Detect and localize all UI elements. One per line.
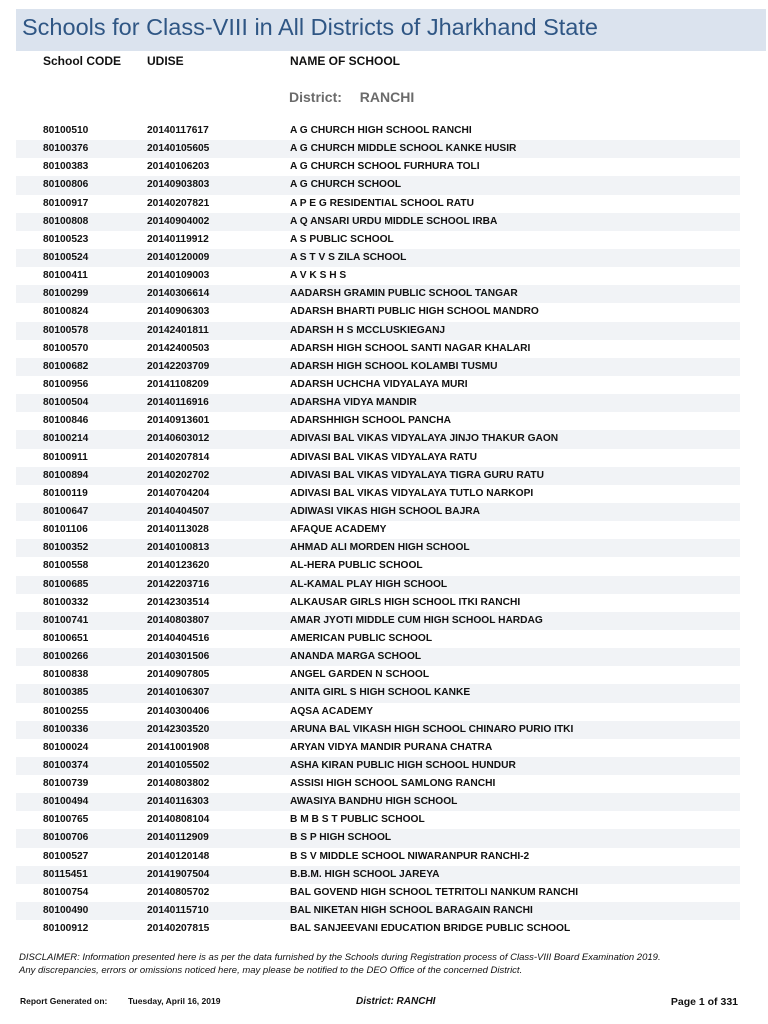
school-name-cell: A G CHURCH SCHOOL FURHURA TOLI — [290, 161, 480, 173]
school-code-cell: 80100824 — [43, 306, 89, 318]
school-name-cell: AHMAD ALI MORDEN HIGH SCHOOL — [290, 542, 470, 554]
school-code-cell: 80100647 — [43, 505, 89, 517]
school-name-cell: AMERICAN PUBLIC SCHOOL — [290, 632, 433, 644]
school-code-cell: 80100352 — [43, 542, 89, 554]
school-name-cell: A S T V S ZILA SCHOOL — [290, 251, 407, 263]
udise-cell: 20140306614 — [147, 288, 210, 300]
school-code-cell: 80100336 — [43, 723, 89, 735]
school-name-cell: ALKAUSAR GIRLS HIGH SCHOOL ITKI RANCHI — [290, 596, 521, 608]
table-row — [16, 775, 740, 793]
table-row — [16, 176, 740, 194]
udise-cell: 20140803807 — [147, 614, 210, 626]
udise-cell: 20140803802 — [147, 778, 210, 790]
table-row — [16, 902, 740, 920]
school-name-cell: ADIVASI BAL VIKAS VIDYALAYA JINJO THAKUR GAON — [290, 433, 559, 445]
udise-cell: 20142303520 — [147, 723, 210, 735]
district-value: RANCHI — [359, 89, 415, 105]
disclaimer-line-2: Any discrepancies, errors or omissions noticed here, may please be notified to the DEO Office of the concerned District. — [19, 965, 523, 976]
school-code-cell: 80100570 — [43, 342, 89, 354]
udise-cell: 20140904002 — [147, 215, 210, 227]
udise-cell: 20142401811 — [147, 324, 209, 336]
table-row — [16, 158, 740, 176]
udise-cell: 20140105502 — [147, 759, 210, 771]
school-name-cell: B.B.M. HIGH SCHOOL JAREYA — [290, 868, 440, 880]
udise-cell: 20140207821 — [147, 197, 210, 209]
table-row — [16, 684, 740, 702]
school-code-cell: 80100494 — [43, 796, 89, 808]
udise-cell: 20142203709 — [147, 360, 210, 372]
footer-district: District: RANCHI — [356, 996, 436, 1007]
udise-cell: 20140404516 — [147, 632, 210, 644]
school-name-cell: ANITA GIRL S HIGH SCHOOL KANKE — [290, 687, 471, 699]
school-code-cell: 80100651 — [43, 632, 89, 644]
udise-cell: 20140301506 — [147, 651, 210, 663]
school-code-cell: 80100490 — [43, 905, 89, 917]
udise-cell: 20140115710 — [147, 905, 209, 917]
school-name-cell: ADARSHA VIDYA MANDIR — [290, 397, 417, 409]
school-name-cell: AFAQUE ACADEMY — [290, 524, 387, 536]
school-name-cell: A G CHURCH HIGH SCHOOL RANCHI — [290, 125, 472, 136]
school-code-cell: 80100411 — [43, 270, 88, 282]
table-row — [16, 612, 740, 630]
table-row — [16, 376, 740, 394]
school-code-cell: 80100266 — [43, 651, 89, 663]
school-code-cell: 80115451 — [43, 868, 88, 880]
udise-cell: 20140120009 — [147, 251, 210, 263]
udise-cell: 20140116303 — [147, 796, 209, 808]
school-name-cell: BAL SANJEEVANI EDUCATION BRIDGE PUBLIC SCHOOL — [290, 923, 571, 935]
udise-cell: 20140100813 — [147, 542, 210, 554]
school-code-cell: 80100808 — [43, 215, 89, 227]
school-code-cell: 80100911 — [43, 451, 88, 463]
udise-cell: 20140105605 — [147, 143, 210, 155]
table-row — [16, 594, 740, 612]
table-row — [16, 467, 740, 485]
report-generated-label: Report Generated on: — [20, 996, 108, 1006]
table-row — [16, 666, 740, 684]
udise-cell: 20140808104 — [147, 814, 210, 826]
udise-cell: 20142303514 — [147, 596, 210, 608]
school-name-cell: BAL NIKETAN HIGH SCHOOL BARAGAIN RANCHI — [290, 905, 533, 917]
table-row — [16, 866, 740, 884]
table-row — [16, 793, 740, 811]
table-row — [16, 848, 740, 866]
table-row — [16, 557, 740, 575]
school-name-cell: AADARSH GRAMIN PUBLIC SCHOOL TANGAR — [290, 288, 518, 300]
school-code-cell: 80100578 — [43, 324, 89, 336]
header-udise: UDISE — [147, 54, 184, 68]
school-code-cell: 80100894 — [43, 469, 89, 481]
table-row — [16, 576, 740, 594]
table-row — [16, 721, 740, 739]
page-number: Page 1 of 331 — [670, 996, 738, 1008]
udise-cell: 20140113028 — [147, 524, 209, 536]
disclaimer-line-1: DISCLAIMER: Information presented here is as per the data furnished by the Schools during Registration process of Class-VIII Board Examination 2019. — [19, 952, 661, 963]
school-name-cell: B S V MIDDLE SCHOOL NIWARANPUR RANCHI-2 — [290, 850, 530, 862]
school-code-cell: 80100374 — [43, 759, 89, 771]
school-code-cell: 80100741 — [43, 614, 89, 626]
column-headers — [0, 54, 768, 70]
school-name-cell: ANANDA MARGA SCHOOL — [290, 651, 422, 663]
school-name-cell: ADARSH BHARTI PUBLIC HIGH SCHOOL MANDRO — [290, 306, 539, 318]
table-row — [16, 503, 740, 521]
school-name-cell: A V K S H S — [290, 270, 347, 282]
udise-cell: 20140805702 — [147, 886, 210, 898]
school-name-cell: ADARSH HIGH SCHOOL SANTI NAGAR KHALARI — [290, 342, 531, 354]
udise-cell: 20140123620 — [147, 560, 210, 572]
school-name-cell: ANGEL GARDEN N SCHOOL — [290, 669, 430, 681]
udise-cell: 20140404507 — [147, 505, 210, 517]
udise-cell: 20140119912 — [147, 233, 209, 245]
table-row — [16, 630, 740, 648]
school-code-cell: 80100504 — [43, 397, 89, 409]
school-name-cell: A G CHURCH SCHOOL — [290, 179, 402, 191]
school-name-cell: AL-HERA PUBLIC SCHOOL — [290, 560, 423, 572]
udise-cell: 20141907504 — [147, 868, 210, 880]
udise-cell: 20140120148 — [147, 850, 210, 862]
report-generated-date: Tuesday, April 16, 2019 — [128, 996, 221, 1006]
school-code-cell: 80100806 — [43, 179, 89, 191]
school-code-cell: 80100332 — [43, 596, 89, 608]
table-row — [16, 430, 740, 448]
school-name-cell: B S P HIGH SCHOOL — [290, 832, 392, 844]
school-name-cell: ARYAN VIDYA MANDIR PURANA CHATRA — [290, 741, 493, 753]
school-name-cell: ADIVASI BAL VIKAS VIDYALAYA RATU — [290, 451, 477, 463]
school-code-cell: 80100385 — [43, 687, 89, 699]
school-name-cell: AWASIYA BANDHU HIGH SCHOOL — [290, 796, 458, 808]
school-name-cell: ADARSH H S MCCLUSKIEGANJ — [290, 324, 446, 336]
school-code-cell: 80101106 — [43, 524, 88, 536]
udise-cell: 20141108209 — [147, 378, 209, 390]
school-name-cell: ASSISI HIGH SCHOOL SAMLONG RANCHI — [290, 778, 496, 790]
table-row — [16, 303, 740, 321]
school-name-cell: ADARSH UCHCHA VIDYALAYA MURI — [290, 378, 468, 390]
udise-cell: 20140117617 — [147, 125, 209, 136]
school-code-cell: 80100912 — [43, 923, 89, 935]
header-school-code: School CODE — [43, 54, 122, 68]
udise-cell: 20140704204 — [147, 487, 210, 499]
school-name-cell: B M B S T PUBLIC SCHOOL — [290, 814, 425, 826]
school-name-cell: A S PUBLIC SCHOOL — [290, 233, 394, 245]
udise-cell: 20142203716 — [147, 578, 210, 590]
school-name-cell: ADIVASI BAL VIKAS VIDYALAYA TUTLO NARKOPI — [290, 487, 534, 499]
school-name-cell: AL-KAMAL PLAY HIGH SCHOOL — [290, 578, 448, 590]
udise-cell: 20140903803 — [147, 179, 210, 191]
school-name-cell: AMAR JYOTI MIDDLE CUM HIGH SCHOOL HARDAG — [290, 614, 543, 626]
table-row — [16, 285, 740, 303]
school-code-cell: 80100846 — [43, 415, 89, 427]
udise-cell: 20140207814 — [147, 451, 210, 463]
school-code-cell: 80100510 — [43, 125, 89, 136]
school-code-cell: 80100754 — [43, 886, 89, 898]
table-row — [16, 521, 740, 539]
district-heading — [289, 89, 414, 105]
school-code-cell: 80100527 — [43, 850, 89, 862]
udise-cell: 20140116916 — [147, 397, 209, 409]
udise-cell: 20142400503 — [147, 342, 210, 354]
school-code-cell: 80100956 — [43, 378, 89, 390]
school-code-cell: 80100119 — [43, 487, 88, 499]
school-code-cell: 80100558 — [43, 560, 89, 572]
udise-cell: 20140106307 — [147, 687, 210, 699]
school-code-cell: 80100383 — [43, 161, 89, 173]
school-name-cell: ARUNA BAL VIKASH HIGH SCHOOL CHINARO PURIO ITKI — [290, 723, 574, 735]
table-row — [16, 412, 740, 430]
table-row — [16, 140, 740, 158]
udise-cell: 20140300406 — [147, 705, 210, 717]
district-label: District: — [289, 89, 342, 105]
table-row — [16, 213, 740, 231]
table-row — [16, 122, 740, 140]
title-bar — [16, 9, 766, 51]
udise-cell: 20140907805 — [147, 669, 210, 681]
school-code-cell: 80100917 — [43, 197, 89, 209]
table-row — [16, 394, 740, 412]
school-name-cell: ADIWASI VIKAS HIGH SCHOOL BAJRA — [290, 505, 480, 517]
table-row — [16, 322, 740, 340]
school-table — [16, 122, 740, 938]
disclaimer — [19, 951, 759, 977]
table-row — [16, 648, 740, 666]
udise-cell: 20140603012 — [147, 433, 210, 445]
school-code-cell: 80100685 — [43, 578, 89, 590]
table-row — [16, 703, 740, 721]
table-row — [16, 739, 740, 757]
school-code-cell: 80100299 — [43, 288, 89, 300]
udise-cell: 20140207815 — [147, 923, 210, 935]
page-title: Schools for Class-VIII in All Districts of Jharkhand State — [22, 14, 598, 40]
udise-cell: 20141001908 — [147, 741, 210, 753]
table-row — [16, 358, 740, 376]
udise-cell: 20140202702 — [147, 469, 210, 481]
school-code-cell: 80100682 — [43, 360, 89, 372]
table-row — [16, 249, 740, 267]
udise-cell: 20140913601 — [147, 415, 210, 427]
table-row — [16, 829, 740, 847]
school-name-cell: AQSA ACADEMY — [290, 705, 374, 717]
table-row — [16, 884, 740, 902]
udise-cell: 20140112909 — [147, 832, 209, 844]
school-code-cell: 80100376 — [43, 143, 89, 155]
table-row — [16, 231, 740, 249]
school-code-cell: 80100765 — [43, 814, 89, 826]
table-row — [16, 920, 740, 938]
school-code-cell: 80100255 — [43, 705, 89, 717]
school-code-cell: 80100706 — [43, 832, 89, 844]
page-footer — [0, 996, 768, 1012]
school-code-cell: 80100523 — [43, 233, 89, 245]
table-row — [16, 340, 740, 358]
school-code-cell: 80100838 — [43, 669, 89, 681]
table-row — [16, 267, 740, 285]
school-name-cell: A P E G RESIDENTIAL SCHOOL RATU — [290, 197, 474, 209]
school-name-cell: ADARSH HIGH SCHOOL KOLAMBI TUSMU — [290, 360, 498, 372]
school-name-cell: ADIVASI BAL VIKAS VIDYALAYA TIGRA GURU RATU — [290, 469, 544, 481]
udise-cell: 20140106203 — [147, 161, 210, 173]
table-row — [16, 539, 740, 557]
udise-cell: 20140906303 — [147, 306, 210, 318]
table-row — [16, 811, 740, 829]
school-name-cell: A G CHURCH MIDDLE SCHOOL KANKE HUSIR — [290, 143, 517, 155]
table-row — [16, 195, 740, 213]
school-name-cell: A Q ANSARI URDU MIDDLE SCHOOL IRBA — [290, 215, 498, 227]
school-code-cell: 80100739 — [43, 778, 89, 790]
table-row — [16, 449, 740, 467]
school-name-cell: ADARSHHIGH SCHOOL PANCHA — [290, 415, 451, 427]
school-code-cell: 80100524 — [43, 251, 89, 263]
udise-cell: 20140109003 — [147, 270, 210, 282]
school-name-cell: ASHA KIRAN PUBLIC HIGH SCHOOL HUNDUR — [290, 759, 516, 771]
school-name-cell: BAL GOVEND HIGH SCHOOL TETRITOLI NANKUM RANCHI — [290, 886, 579, 898]
header-school-name: NAME OF SCHOOL — [290, 54, 400, 68]
table-row — [16, 757, 740, 775]
school-code-cell: 80100024 — [43, 741, 89, 753]
school-code-cell: 80100214 — [43, 433, 89, 445]
table-row — [16, 485, 740, 503]
